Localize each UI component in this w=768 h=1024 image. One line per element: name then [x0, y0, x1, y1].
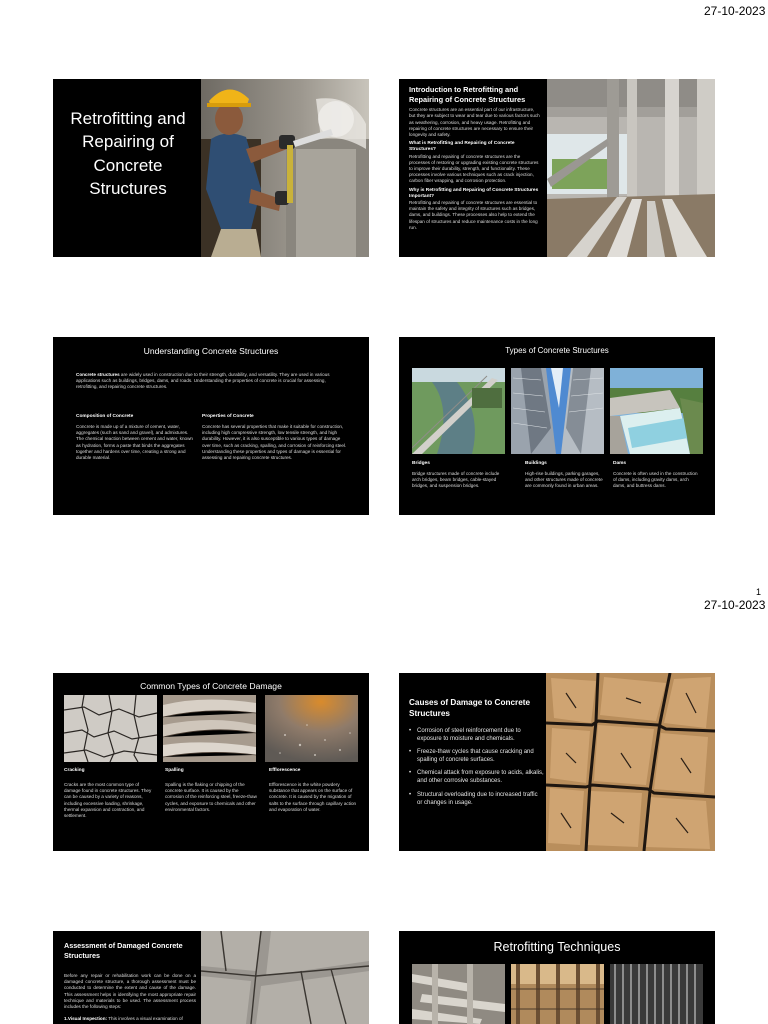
slide-types[interactable] — [399, 337, 715, 515]
assessment-paragraph: Before any repair or rehabilitation work can be done on a damaged concrete structure, a thorough assessment must be conducted to determine the extent and cause of the damage. This assessment helps in identifying the most appropriate repair technique and materials to be used. The assessment process includes the following steps: — [64, 973, 196, 1009]
understanding-intro — [76, 372, 348, 391]
buildings-text: High-rise buildings, parking garages, and other structures made of concrete are commonly found in urban areas. — [525, 471, 603, 489]
spalling-text: Spalling is the flaking or chipping of the concrete surface. It is caused by the corrosion of the reinforcing steel, freeze-thaw cycles, and exposure to chemicals and other environmental factors. — [165, 782, 257, 812]
slide-title-heading: Retrofitting and Repairing of Concrete Structures — [70, 109, 186, 199]
slide-assessment[interactable] — [53, 931, 369, 1024]
understanding-intro-bold: Concrete structures — [76, 372, 120, 377]
slide-understanding[interactable] — [53, 337, 369, 515]
assessment-step-label: 1.Visual Inspection: — [64, 1016, 108, 1021]
bridges-text: Bridge structures made of concrete include arch bridges, beam bridges, cable-stayed bridges, and suspension bridges. — [412, 471, 500, 489]
understanding-title: Understanding Concrete Structures — [143, 346, 279, 356]
slide-retrofitting-techniques[interactable] — [399, 931, 715, 1024]
types-title: Types of Concrete Structures — [505, 346, 609, 355]
spalling-caption — [165, 768, 257, 813]
assessment-title: Assessment of Damaged Concrete Structures — [64, 941, 183, 961]
intro-question-2: Why is Retrofitting and Repairing of Concrete Structures Important? — [409, 187, 539, 199]
efflorescence-name: Efflorescence — [269, 768, 301, 773]
efflorescence-text: Efflorescence is the white powdery substance that appears on the surface of concrete. It is caused by the migration of salts to the surface through capillary action and evaporation of water. — [269, 782, 357, 812]
techniques-title: Retrofitting Techniques — [493, 940, 621, 954]
cracking-caption — [64, 768, 156, 819]
assessment-step-text: This involves a visual examination of — [107, 1016, 183, 1021]
page-date-second: 27-10-2023 — [704, 598, 766, 612]
beams-photo — [412, 964, 505, 1024]
intro-title: Introduction to Retrofitting and Repairing of Concrete Structures — [409, 85, 526, 104]
dams-caption — [613, 461, 699, 490]
slide-introduction[interactable] — [399, 79, 715, 257]
bridges-name: Bridges — [412, 461, 430, 466]
dams-text: Concrete is often used in the construction of dams, including gravity dams, arch dams, and buttress dams. — [613, 471, 698, 489]
list-item: • Corrosion of steel reinforcement due to exposure to moisture and chemicals. — [409, 727, 544, 743]
concrete-structure-photo — [547, 79, 715, 257]
buildings-caption — [525, 461, 605, 490]
cracking-photo — [64, 695, 157, 762]
assessment-step-1 — [64, 1016, 196, 1022]
list-item: • Structural overloading due to increased traffic or changes in usage. — [409, 791, 544, 807]
properties-title: Properties of Concrete — [202, 414, 254, 419]
worker-drilling-photo — [201, 79, 369, 257]
properties-column — [202, 414, 348, 461]
intro-paragraph: Concrete structures are an essential part of our infrastructure, but they are subject to wear and tear due to various factors such as weathering, corrosion, and heavy usage. Retrofitting and repairing of concrete structures are necessary to ensure their longevity and safety. — [409, 107, 540, 137]
page-number: 1 — [756, 587, 762, 597]
composition-column — [76, 414, 194, 461]
page-date: 27-10-2023 — [704, 4, 766, 18]
damage-types-title: Common Types of Concrete Damage — [140, 681, 282, 691]
spalling-photo — [163, 695, 256, 762]
intro-question-1: What is Retrofitting and Repairing of Concrete Structures? — [409, 141, 515, 153]
slide-title[interactable] — [53, 79, 369, 257]
understanding-intro-text: are widely used in construction due to their strength, durability, and versatility. They are used in various applications such as buildings, bridges, dams, and roads. Understanding the properties of concrete is crucial for assessing, retrofitting, and repairing concrete structures. — [76, 372, 330, 390]
intro-answer-1: Retrofitting and repairing of concrete structures are the processes of restoring or upgrading existing concrete structures to improve their durability, strength, and functionality. These processes involve various techniques such as crack injection, carbon fiber wrapping, and corrosion protection. — [409, 153, 539, 184]
list-item: • Chemical attack from exposure to acids, alkalis, and other corrosive substances. — [409, 769, 544, 785]
composition-text: Concrete is made up of a mixture of cement, water, aggregates (such as sand and gravel), and admixtures. The chemical reaction between cement and water, known as hydration, forms a paste that binds the aggregates together and hardens over time, creating a strong and durable material. — [76, 424, 193, 460]
causes-title: Causes of Damage to Concrete Structures — [409, 698, 531, 719]
bridge-photo — [412, 368, 505, 454]
slide-causes[interactable] — [399, 673, 715, 851]
dam-photo — [610, 368, 703, 454]
buildings-photo — [511, 368, 604, 454]
spalling-name: Spalling — [165, 768, 184, 773]
properties-text: Concrete has several properties that make it suitable for construction, including high compressive strength, low tensile strength, and high durability. However, it is also susceptible to various types of damage over time, such as cracking, spalling, and corrosion of reinforcing steel. Understanding these properties and types of damage is essential for assessing and repairing concrete structures. — [202, 424, 347, 460]
dams-name: Dams — [613, 461, 627, 466]
construction-site-photo — [511, 964, 604, 1024]
damaged-concrete-photo — [201, 931, 369, 1024]
efflorescence-photo — [265, 695, 358, 762]
intro-answer-2: Retrofitting and repairing of concrete structures are essential to maintain the safety and integrity of structures such as bridges, dams, and buildings. These processes also help to extend the lifespan of structures and reduce maintenance costs in the long run. — [409, 200, 538, 230]
rebar-photo — [610, 964, 703, 1024]
list-item: • Freeze-thaw cycles that cause cracking and spalling of concrete surfaces. — [409, 748, 544, 764]
slide-damage-types[interactable] — [53, 673, 369, 851]
cracking-name: Cracking — [64, 768, 85, 773]
causes-list — [409, 727, 544, 812]
cracking-text: Cracks are the most common type of damage found in concrete structures. They can be caused by a variety of reasons, including excessive loading, shrinkage, thermal expansion and contraction, and settlement. — [64, 782, 152, 818]
bridges-caption — [412, 461, 504, 490]
efflorescence-caption — [269, 768, 361, 813]
buildings-name: Buildings — [525, 461, 547, 466]
composition-title: Composition of Concrete — [76, 414, 134, 419]
cracked-earth-photo — [546, 673, 715, 851]
